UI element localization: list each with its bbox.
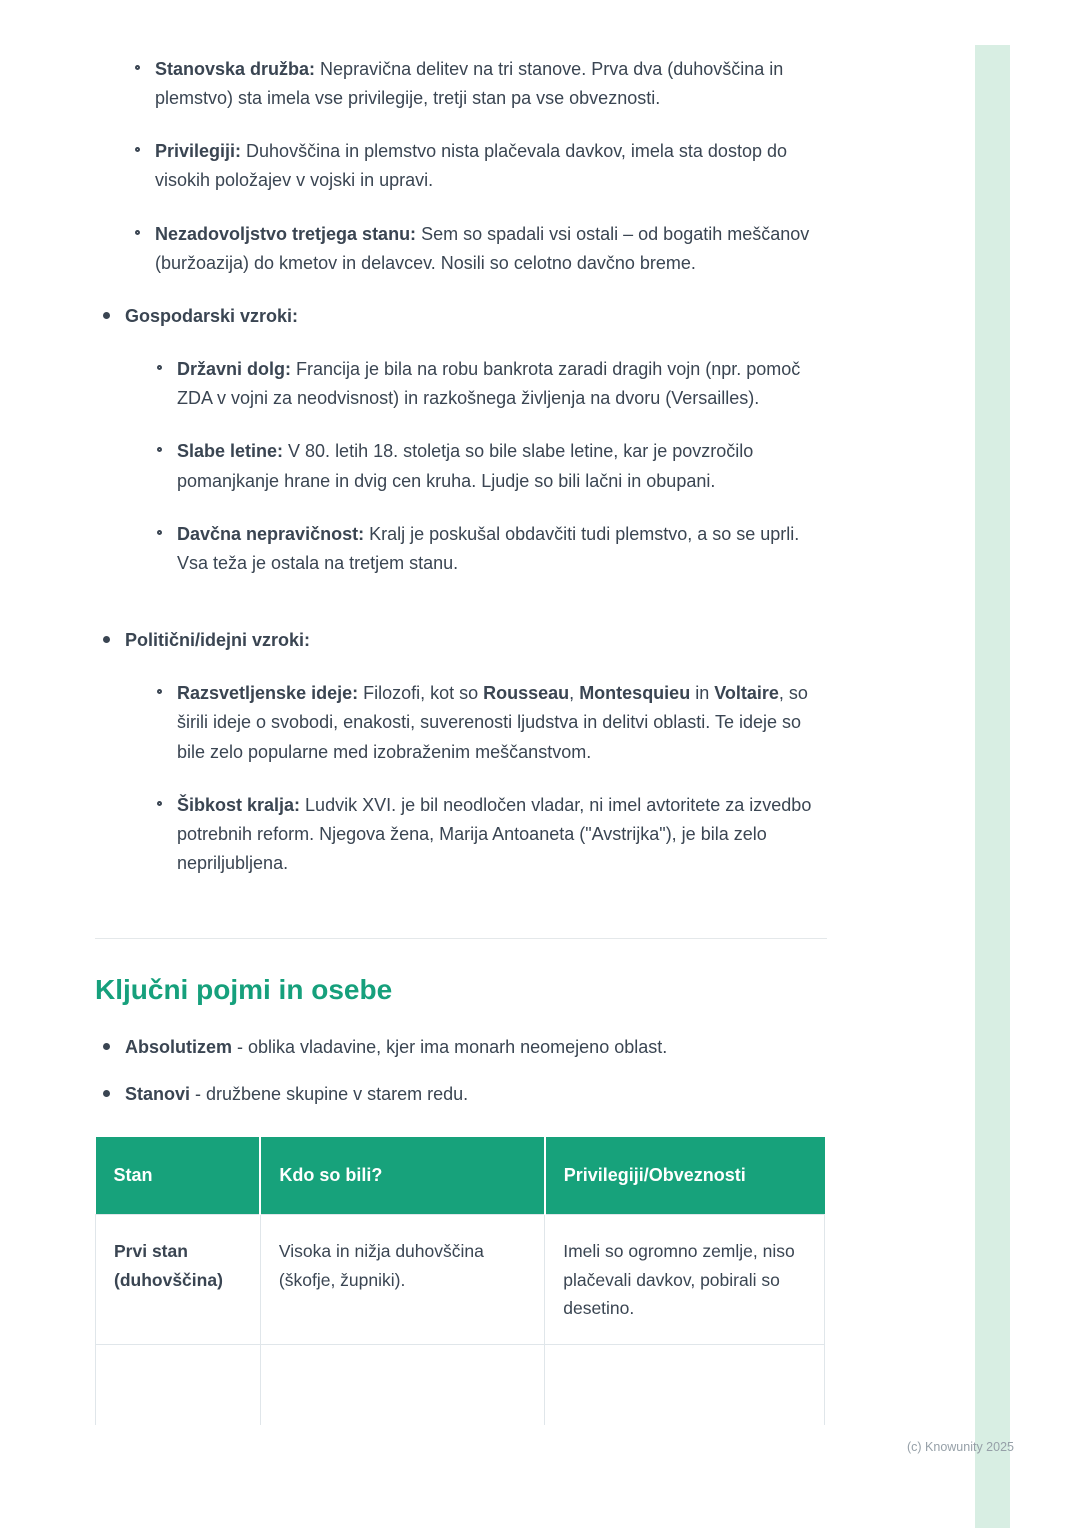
table-header-privilegiji: Privilegiji/Obveznosti [545, 1137, 825, 1215]
table-row-partial [96, 1345, 825, 1425]
bullet-text: V 80. letih 18. stoletja so bile slabe letine, kar je povzročilo pomanjkanje hrane in dvig cen kruha. Ljudje so bili lačni in obupani. [177, 441, 754, 491]
term-text: - oblika vladavine, kjer ima monarh neomejeno oblast. [232, 1036, 668, 1057]
bullet-text: in [690, 683, 715, 704]
bullet-text: , so širili ideje o svobodi, enakosti, suverenosti ljudstva in delitvi oblasti. Te ideje so bile zelo popularne med izobraženim meščanstvom. [177, 683, 808, 762]
term-lead: Absolutizem [125, 1036, 233, 1057]
bullet-lead: Politični/idejni vzroki: [125, 630, 311, 651]
bullet-circle-icon [135, 65, 140, 70]
cell-empty [260, 1345, 544, 1425]
table-row-prvi-stan [96, 1215, 825, 1345]
bullet-text: Duhovščina in plemstvo nista plačevala davkov, imela sta dostop do visokih položajev v vojski in upravi. [155, 141, 787, 191]
bullet-text: Kralj je poskušal obdavčiti tudi plemstvo, a so se uprli. Vsa teža je ostala na tretjem stanu. [177, 523, 800, 573]
bullet-circle-icon [157, 447, 162, 452]
political-causes-list [157, 679, 827, 878]
bullet-lead: Nezadovoljstvo tretjega stanu: [155, 223, 417, 244]
cell-empty [96, 1345, 261, 1425]
cell-stan: Prvi stan (duhovščina) [96, 1215, 261, 1345]
bullet-disc-icon [103, 636, 110, 643]
bullet-lead: Gospodarski vzroki: [125, 305, 299, 326]
main-causes-list [95, 302, 827, 902]
bullet-text: Filozofi, kot so [358, 683, 484, 704]
bullet-text: , [569, 683, 580, 704]
section-heading-kljucni-pojmi: Ključni pojmi in osebe [95, 974, 393, 1006]
bullet-text: Nepravična delitev na tri stanove. Prva dva (duhovščina in plemstvo) sta imela vse privilegije, tretji stan pa vse obveznosti. [155, 59, 784, 109]
bullet-politicni-vzroki [103, 626, 827, 902]
watermark: (c) Knowunity 2025 [906, 1440, 1014, 1454]
bullet-lead: Stanovska družba: [155, 59, 316, 79]
social-causes-list [135, 55, 827, 278]
document-content [95, 55, 827, 1425]
economic-causes-list [157, 355, 827, 578]
table-header-kdo-so-bili: Kdo so bili? [260, 1137, 544, 1215]
estates-table [95, 1137, 825, 1425]
bullet-lead: Davčna nepravičnost: [177, 523, 365, 544]
bullet-lead: Razsvetljenske ideje: [177, 683, 359, 704]
side-strip-decoration [975, 45, 1010, 1528]
philosopher-name: Rousseau [483, 683, 570, 704]
bullet-lead: Slabe letine: [177, 441, 284, 462]
cell-kdo: Visoka in nižja duhovščina (škofje, župniki). [260, 1215, 544, 1345]
term-lead: Stanovi [125, 1083, 191, 1104]
bullet-nezadovoljstvo [135, 220, 827, 278]
bullet-lead: Privilegiji: [155, 141, 242, 162]
bullet-davcna-nepravicnost [157, 520, 827, 578]
bullet-circle-icon [157, 365, 162, 370]
bullet-gospodarski-vzroki [103, 302, 827, 602]
bullet-slabe-letine [157, 437, 827, 495]
bullet-circle-icon [135, 147, 140, 152]
bullet-drzavni-dolg [157, 355, 827, 413]
bullet-lead: Državni dolg: [177, 359, 292, 380]
cell-empty [545, 1345, 825, 1425]
bullet-disc-icon [103, 312, 110, 319]
table-header-row [96, 1137, 825, 1215]
bullet-circle-icon [157, 689, 162, 694]
bullet-text: Ludvik XVI. je bil neodločen vladar, ni imel avtoritete za izvedbo potrebnih reform. Njegova žena, Marija Antoaneta ("Avstrijka"), je bila zelo nepriljubljena. [177, 794, 812, 873]
bullet-sibkost-kralja [157, 791, 827, 878]
bullet-stanovi [103, 1080, 827, 1109]
bullet-text: Sem so spadali vsi ostali – od bogatih meščanov (buržoazija) do kmetov in delavcev. Nosili so celotno davčno breme. [155, 223, 810, 273]
bullet-text: Francija je bila na robu bankrota zaradi dragih vojn (npr. pomoč ZDA v vojni za neodvisnost) in razkošnega življenja na dvoru (Versailles). [177, 359, 801, 409]
philosopher-name: Montesquieu [579, 683, 691, 704]
table-header-stan: Stan [96, 1137, 261, 1215]
cell-privilegiji: Imeli so ogromno zemlje, niso plačevali davkov, pobirali so desetino. [545, 1215, 825, 1345]
bullet-circle-icon [135, 230, 140, 235]
bullet-circle-icon [157, 530, 162, 535]
bullet-lead: Šibkost kralja: [177, 794, 301, 815]
bullet-privilegiji [135, 137, 827, 195]
bullet-disc-icon [103, 1090, 110, 1097]
bullet-circle-icon [157, 801, 162, 806]
bullet-stanovska-druzba [135, 55, 827, 113]
estates-table-wrap [95, 1137, 827, 1425]
bullet-absolutizem [103, 1033, 827, 1062]
bullet-razsvetljenske-ideje [157, 679, 827, 766]
term-text: - družbene skupine v starem redu. [190, 1083, 469, 1104]
section-divider [95, 938, 827, 939]
philosopher-name: Voltaire [714, 683, 779, 704]
bullet-disc-icon [103, 1043, 110, 1050]
key-terms-list [95, 1033, 827, 1109]
